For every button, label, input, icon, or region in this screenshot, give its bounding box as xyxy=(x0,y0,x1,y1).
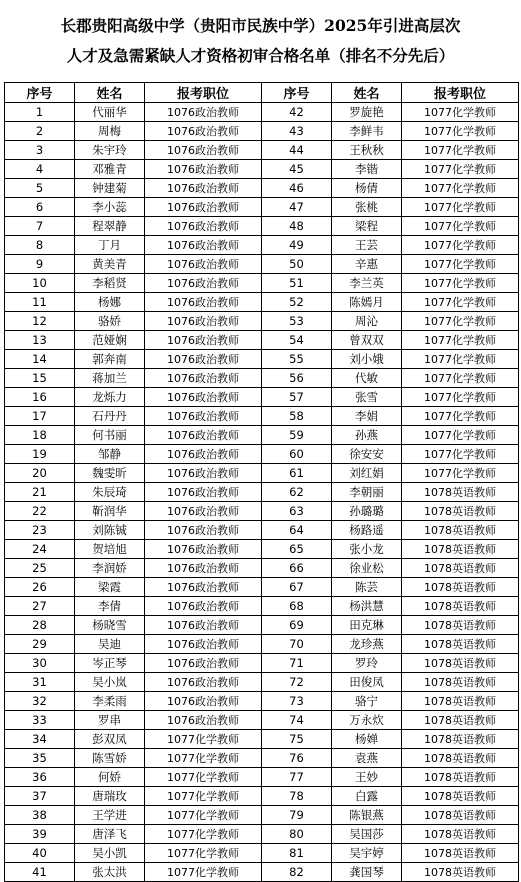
cell-name: 周梅 xyxy=(75,122,145,141)
cell-position: 1078英语教师 xyxy=(402,502,519,521)
cell-name: 杨倩 xyxy=(332,179,402,198)
cell-position: 1077化学教师 xyxy=(145,730,262,749)
cell-index: 32 xyxy=(5,692,75,711)
cell-name: 万永炊 xyxy=(332,711,402,730)
cell-index: 53 xyxy=(262,312,332,331)
cell-position: 1076政治教师 xyxy=(145,464,262,483)
cell-index: 33 xyxy=(5,711,75,730)
cell-index: 35 xyxy=(5,749,75,768)
cell-name: 唐泽飞 xyxy=(75,825,145,844)
cell-index: 76 xyxy=(262,749,332,768)
cell-name: 朱辰琦 xyxy=(75,483,145,502)
table-row xyxy=(5,787,519,806)
table-row xyxy=(5,559,519,578)
table-row xyxy=(5,122,519,141)
cell-name: 李鲜韦 xyxy=(332,122,402,141)
cell-position: 1076政治教师 xyxy=(145,122,262,141)
cell-index: 57 xyxy=(262,388,332,407)
cell-index: 14 xyxy=(5,350,75,369)
cell-name: 吴小岚 xyxy=(75,673,145,692)
cell-name: 杨娜 xyxy=(75,293,145,312)
cell-index: 27 xyxy=(5,597,75,616)
cell-name: 何书丽 xyxy=(75,426,145,445)
cell-position: 1076政治教师 xyxy=(145,445,262,464)
cell-name: 曾双双 xyxy=(332,331,402,350)
cell-index: 52 xyxy=(262,293,332,312)
cell-name: 李稻贤 xyxy=(75,274,145,293)
cell-position: 1078英语教师 xyxy=(402,578,519,597)
cell-position: 1077化学教师 xyxy=(145,768,262,787)
cell-index: 72 xyxy=(262,673,332,692)
cell-position: 1078英语教师 xyxy=(402,863,519,882)
cell-position: 1076政治教师 xyxy=(145,635,262,654)
cell-position: 1078英语教师 xyxy=(402,711,519,730)
table-row xyxy=(5,673,519,692)
cell-name: 张小龙 xyxy=(332,540,402,559)
table-row xyxy=(5,616,519,635)
cell-name: 田俊凤 xyxy=(332,673,402,692)
cell-index: 69 xyxy=(262,616,332,635)
cell-index: 81 xyxy=(262,844,332,863)
cell-index: 21 xyxy=(5,483,75,502)
cell-name: 徐业松 xyxy=(332,559,402,578)
cell-name: 吴迪 xyxy=(75,635,145,654)
cell-position: 1076政治教师 xyxy=(145,350,262,369)
cell-position: 1076政治教师 xyxy=(145,692,262,711)
cell-index: 8 xyxy=(5,236,75,255)
cell-index: 24 xyxy=(5,540,75,559)
table-row xyxy=(5,597,519,616)
cell-index: 71 xyxy=(262,654,332,673)
cell-name: 吴国莎 xyxy=(332,825,402,844)
cell-position: 1077化学教师 xyxy=(402,369,519,388)
cell-index: 48 xyxy=(262,217,332,236)
cell-name: 孙燕 xyxy=(332,426,402,445)
cell-index: 79 xyxy=(262,806,332,825)
cell-position: 1078英语教师 xyxy=(402,787,519,806)
cell-position: 1078英语教师 xyxy=(402,483,519,502)
cell-name: 杨晓雪 xyxy=(75,616,145,635)
cell-name: 唐瑞玫 xyxy=(75,787,145,806)
table-row xyxy=(5,540,519,559)
cell-position: 1076政治教师 xyxy=(145,597,262,616)
cell-index: 45 xyxy=(262,160,332,179)
cell-name: 杨婵 xyxy=(332,730,402,749)
cell-index: 36 xyxy=(5,768,75,787)
table-row xyxy=(5,217,519,236)
cell-position: 1076政治教师 xyxy=(145,217,262,236)
cell-position: 1077化学教师 xyxy=(402,274,519,293)
cell-name: 李润娇 xyxy=(75,559,145,578)
cell-index: 2 xyxy=(5,122,75,141)
cell-index: 74 xyxy=(262,711,332,730)
title-line-1: 长郡贵阳高级中学（贵阳市民族中学）2025年引进高层次 xyxy=(60,16,461,35)
cell-name: 陈芸 xyxy=(332,578,402,597)
table-row xyxy=(5,578,519,597)
cell-name: 罗串 xyxy=(75,711,145,730)
document-title xyxy=(0,0,521,82)
cell-index: 26 xyxy=(5,578,75,597)
table-row xyxy=(5,863,519,882)
cell-name: 李小蕊 xyxy=(75,198,145,217)
cell-position: 1076政治教师 xyxy=(145,711,262,730)
cell-position: 1077化学教师 xyxy=(402,331,519,350)
cell-name: 黄美青 xyxy=(75,255,145,274)
table-row xyxy=(5,426,519,445)
cell-position: 1077化学教师 xyxy=(402,464,519,483)
cell-position: 1076政治教师 xyxy=(145,312,262,331)
header-index-left: 序号 xyxy=(5,83,75,103)
cell-name: 邹静 xyxy=(75,445,145,464)
table-row xyxy=(5,369,519,388)
cell-name: 骆娇 xyxy=(75,312,145,331)
cell-position: 1076政治教师 xyxy=(145,483,262,502)
cell-name: 钟建菊 xyxy=(75,179,145,198)
cell-position: 1077化学教师 xyxy=(402,103,519,122)
table-row xyxy=(5,749,519,768)
cell-index: 40 xyxy=(5,844,75,863)
cell-name: 李锴 xyxy=(332,160,402,179)
cell-name: 陈嫣月 xyxy=(332,293,402,312)
table-row xyxy=(5,806,519,825)
cell-name: 田克琳 xyxy=(332,616,402,635)
cell-name: 邓雅青 xyxy=(75,160,145,179)
cell-index: 10 xyxy=(5,274,75,293)
title-line-2: 人才及急需紧缺人才资格初审合格名单（排名不分先后） xyxy=(66,46,455,65)
cell-index: 59 xyxy=(262,426,332,445)
cell-name: 丁月 xyxy=(75,236,145,255)
table-row xyxy=(5,141,519,160)
cell-name: 张桃 xyxy=(332,198,402,217)
cell-name: 代丽华 xyxy=(75,103,145,122)
cell-index: 63 xyxy=(262,502,332,521)
cell-name: 周沁 xyxy=(332,312,402,331)
cell-position: 1078英语教师 xyxy=(402,806,519,825)
cell-index: 64 xyxy=(262,521,332,540)
cell-position: 1077化学教师 xyxy=(145,749,262,768)
cell-index: 23 xyxy=(5,521,75,540)
table-row xyxy=(5,255,519,274)
cell-index: 11 xyxy=(5,293,75,312)
cell-name: 李柔雨 xyxy=(75,692,145,711)
cell-index: 19 xyxy=(5,445,75,464)
cell-position: 1078英语教师 xyxy=(402,749,519,768)
cell-index: 49 xyxy=(262,236,332,255)
cell-index: 42 xyxy=(262,103,332,122)
table-row xyxy=(5,521,519,540)
table-row xyxy=(5,464,519,483)
cell-index: 4 xyxy=(5,160,75,179)
cell-index: 18 xyxy=(5,426,75,445)
cell-name: 陈雪娇 xyxy=(75,749,145,768)
table-row xyxy=(5,844,519,863)
cell-name: 徐安安 xyxy=(332,445,402,464)
cell-position: 1077化学教师 xyxy=(402,217,519,236)
cell-name: 孙璐璐 xyxy=(332,502,402,521)
table-row xyxy=(5,502,519,521)
header-name-left: 姓名 xyxy=(75,83,145,103)
cell-position: 1078英语教师 xyxy=(402,844,519,863)
cell-name: 贺培旭 xyxy=(75,540,145,559)
table-row xyxy=(5,103,519,122)
cell-index: 3 xyxy=(5,141,75,160)
cell-name: 何娇 xyxy=(75,768,145,787)
cell-index: 15 xyxy=(5,369,75,388)
cell-name: 李娟 xyxy=(332,407,402,426)
cell-position: 1076政治教师 xyxy=(145,540,262,559)
cell-name: 辛惠 xyxy=(332,255,402,274)
cell-name: 罗旋艳 xyxy=(332,103,402,122)
cell-name: 吴宇婷 xyxy=(332,844,402,863)
cell-position: 1077化学教师 xyxy=(402,426,519,445)
cell-name: 岑正琴 xyxy=(75,654,145,673)
header-index-right: 序号 xyxy=(262,83,332,103)
table-row xyxy=(5,692,519,711)
cell-name: 白露 xyxy=(332,787,402,806)
cell-index: 1 xyxy=(5,103,75,122)
cell-position: 1077化学教师 xyxy=(145,844,262,863)
cell-name: 王秋秋 xyxy=(332,141,402,160)
table-row xyxy=(5,654,519,673)
cell-position: 1078英语教师 xyxy=(402,825,519,844)
cell-index: 77 xyxy=(262,768,332,787)
cell-index: 58 xyxy=(262,407,332,426)
cell-index: 29 xyxy=(5,635,75,654)
cell-position: 1078英语教师 xyxy=(402,673,519,692)
cell-name: 范娅娴 xyxy=(75,331,145,350)
cell-name: 蒋加兰 xyxy=(75,369,145,388)
cell-index: 68 xyxy=(262,597,332,616)
cell-name: 程翠静 xyxy=(75,217,145,236)
cell-index: 17 xyxy=(5,407,75,426)
cell-name: 王学进 xyxy=(75,806,145,825)
cell-index: 7 xyxy=(5,217,75,236)
cell-name: 魏雯昕 xyxy=(75,464,145,483)
table-row xyxy=(5,711,519,730)
cell-position: 1077化学教师 xyxy=(402,312,519,331)
cell-position: 1077化学教师 xyxy=(145,863,262,882)
cell-position: 1077化学教师 xyxy=(145,787,262,806)
cell-index: 66 xyxy=(262,559,332,578)
cell-position: 1077化学教师 xyxy=(402,122,519,141)
table-row xyxy=(5,293,519,312)
cell-index: 38 xyxy=(5,806,75,825)
cell-position: 1076政治教师 xyxy=(145,521,262,540)
cell-position: 1077化学教师 xyxy=(402,160,519,179)
table-row xyxy=(5,160,519,179)
table-row xyxy=(5,825,519,844)
cell-position: 1078英语教师 xyxy=(402,654,519,673)
cell-position: 1078英语教师 xyxy=(402,730,519,749)
cell-position: 1078英语教师 xyxy=(402,540,519,559)
cell-position: 1076政治教师 xyxy=(145,160,262,179)
cell-index: 31 xyxy=(5,673,75,692)
table-row xyxy=(5,635,519,654)
cell-index: 56 xyxy=(262,369,332,388)
cell-position: 1076政治教师 xyxy=(145,369,262,388)
cell-name: 杨洪慧 xyxy=(332,597,402,616)
table-row xyxy=(5,350,519,369)
cell-position: 1078英语教师 xyxy=(402,559,519,578)
header-name-right: 姓名 xyxy=(332,83,402,103)
cell-name: 骆宁 xyxy=(332,692,402,711)
table-body xyxy=(5,103,519,882)
cell-name: 李兰英 xyxy=(332,274,402,293)
cell-position: 1077化学教师 xyxy=(402,445,519,464)
cell-position: 1078英语教师 xyxy=(402,597,519,616)
cell-position: 1076政治教师 xyxy=(145,426,262,445)
cell-name: 王芸 xyxy=(332,236,402,255)
header-position-left: 报考职位 xyxy=(145,83,262,103)
cell-name: 张雪 xyxy=(332,388,402,407)
cell-index: 13 xyxy=(5,331,75,350)
cell-name: 李朝丽 xyxy=(332,483,402,502)
cell-position: 1076政治教师 xyxy=(145,198,262,217)
cell-position: 1076政治教师 xyxy=(145,407,262,426)
cell-index: 70 xyxy=(262,635,332,654)
cell-index: 37 xyxy=(5,787,75,806)
cell-name: 梁程 xyxy=(332,217,402,236)
cell-index: 46 xyxy=(262,179,332,198)
cell-position: 1076政治教师 xyxy=(145,141,262,160)
cell-name: 靳润华 xyxy=(75,502,145,521)
cell-name: 罗玲 xyxy=(332,654,402,673)
cell-index: 51 xyxy=(262,274,332,293)
cell-position: 1076政治教师 xyxy=(145,293,262,312)
cell-name: 袁燕 xyxy=(332,749,402,768)
cell-position: 1077化学教师 xyxy=(402,407,519,426)
cell-name: 龙烁力 xyxy=(75,388,145,407)
cell-name: 杨路遥 xyxy=(332,521,402,540)
cell-index: 20 xyxy=(5,464,75,483)
cell-name: 王妙 xyxy=(332,768,402,787)
cell-name: 刘小娥 xyxy=(332,350,402,369)
table-row xyxy=(5,445,519,464)
cell-position: 1076政治教师 xyxy=(145,274,262,293)
cell-position: 1077化学教师 xyxy=(402,236,519,255)
cell-index: 55 xyxy=(262,350,332,369)
cell-position: 1077化学教师 xyxy=(402,179,519,198)
table-row xyxy=(5,312,519,331)
table-row xyxy=(5,407,519,426)
cell-position: 1077化学教师 xyxy=(402,388,519,407)
cell-position: 1077化学教师 xyxy=(402,141,519,160)
cell-position: 1076政治教师 xyxy=(145,673,262,692)
cell-name: 龚国琴 xyxy=(332,863,402,882)
cell-position: 1078英语教师 xyxy=(402,692,519,711)
cell-position: 1076政治教师 xyxy=(145,179,262,198)
table-row xyxy=(5,198,519,217)
cell-index: 25 xyxy=(5,559,75,578)
cell-index: 65 xyxy=(262,540,332,559)
cell-position: 1076政治教师 xyxy=(145,616,262,635)
cell-index: 80 xyxy=(262,825,332,844)
cell-index: 50 xyxy=(262,255,332,274)
cell-name: 彭双凤 xyxy=(75,730,145,749)
table-row xyxy=(5,768,519,787)
cell-position: 1076政治教师 xyxy=(145,236,262,255)
cell-index: 22 xyxy=(5,502,75,521)
cell-position: 1077化学教师 xyxy=(402,350,519,369)
cell-name: 吴小凯 xyxy=(75,844,145,863)
cell-index: 12 xyxy=(5,312,75,331)
table-row xyxy=(5,331,519,350)
cell-index: 62 xyxy=(262,483,332,502)
cell-index: 61 xyxy=(262,464,332,483)
cell-index: 54 xyxy=(262,331,332,350)
cell-index: 73 xyxy=(262,692,332,711)
cell-name: 张太洪 xyxy=(75,863,145,882)
qualified-candidates-table xyxy=(4,82,519,882)
cell-position: 1078英语教师 xyxy=(402,616,519,635)
cell-index: 75 xyxy=(262,730,332,749)
cell-name: 龙珍燕 xyxy=(332,635,402,654)
cell-name: 石丹丹 xyxy=(75,407,145,426)
cell-index: 6 xyxy=(5,198,75,217)
cell-name: 朱宇玲 xyxy=(75,141,145,160)
cell-index: 47 xyxy=(262,198,332,217)
cell-name: 郭奔南 xyxy=(75,350,145,369)
cell-index: 43 xyxy=(262,122,332,141)
cell-index: 16 xyxy=(5,388,75,407)
cell-position: 1076政治教师 xyxy=(145,388,262,407)
cell-index: 44 xyxy=(262,141,332,160)
cell-index: 9 xyxy=(5,255,75,274)
cell-position: 1076政治教师 xyxy=(145,103,262,122)
cell-position: 1077化学教师 xyxy=(402,255,519,274)
cell-name: 陈银燕 xyxy=(332,806,402,825)
cell-index: 28 xyxy=(5,616,75,635)
cell-position: 1076政治教师 xyxy=(145,559,262,578)
cell-index: 67 xyxy=(262,578,332,597)
cell-index: 39 xyxy=(5,825,75,844)
cell-name: 梁霞 xyxy=(75,578,145,597)
cell-index: 41 xyxy=(5,863,75,882)
cell-index: 5 xyxy=(5,179,75,198)
cell-position: 1078英语教师 xyxy=(402,768,519,787)
cell-index: 82 xyxy=(262,863,332,882)
cell-position: 1076政治教师 xyxy=(145,331,262,350)
cell-position: 1077化学教师 xyxy=(402,198,519,217)
table-row xyxy=(5,388,519,407)
cell-name: 刘红娟 xyxy=(332,464,402,483)
cell-position: 1077化学教师 xyxy=(145,806,262,825)
cell-position: 1076政治教师 xyxy=(145,255,262,274)
cell-index: 30 xyxy=(5,654,75,673)
cell-name: 刘陈铖 xyxy=(75,521,145,540)
cell-name: 李倩 xyxy=(75,597,145,616)
table-row xyxy=(5,483,519,502)
cell-position: 1076政治教师 xyxy=(145,578,262,597)
table-row xyxy=(5,179,519,198)
table-row xyxy=(5,274,519,293)
cell-position: 1077化学教师 xyxy=(402,293,519,312)
cell-position: 1076政治教师 xyxy=(145,502,262,521)
table-row xyxy=(5,730,519,749)
table-header-row xyxy=(5,83,519,103)
cell-index: 78 xyxy=(262,787,332,806)
cell-index: 60 xyxy=(262,445,332,464)
cell-position: 1078英语教师 xyxy=(402,521,519,540)
cell-name: 代敏 xyxy=(332,369,402,388)
table-row xyxy=(5,236,519,255)
cell-index: 34 xyxy=(5,730,75,749)
header-position-right: 报考职位 xyxy=(402,83,519,103)
cell-position: 1077化学教师 xyxy=(145,825,262,844)
cell-position: 1078英语教师 xyxy=(402,635,519,654)
cell-position: 1076政治教师 xyxy=(145,654,262,673)
